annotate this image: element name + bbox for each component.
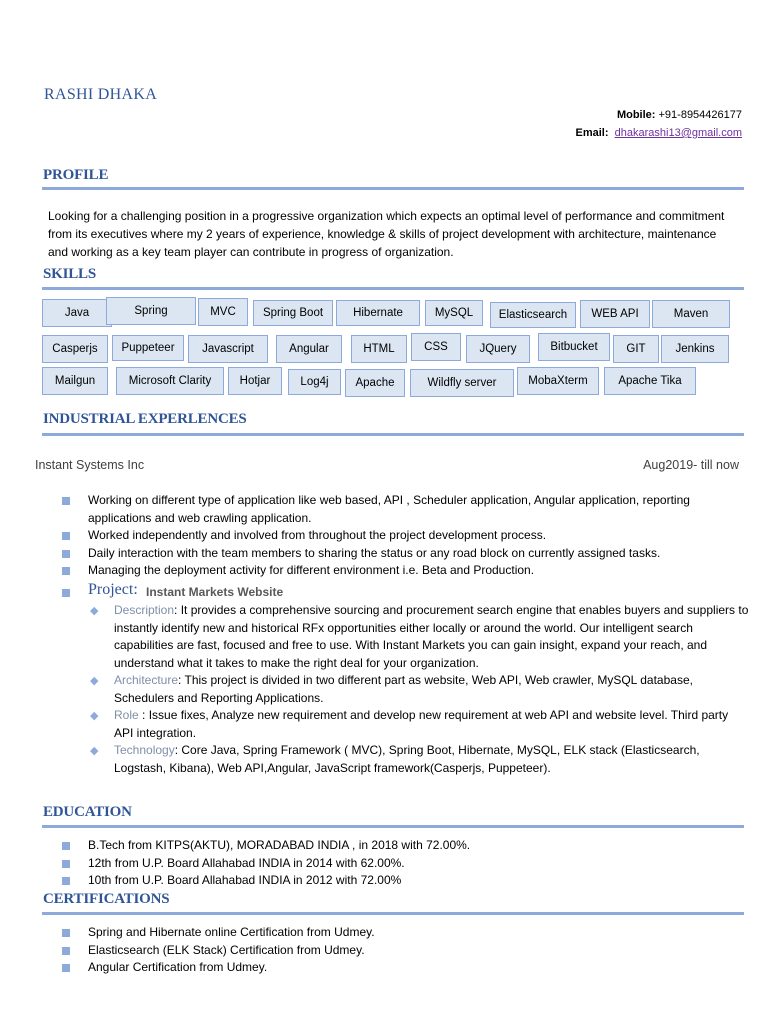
candidate-name: RASHI DHAKA <box>44 86 158 103</box>
list-item: B.Tech from KITPS(AKTU), MORADABAD INDIA , in 2018 with 72.00%. <box>62 837 742 855</box>
mobile-line <box>617 109 742 121</box>
skill-tag: CSS <box>411 333 461 361</box>
skill-tag: MySQL <box>425 300 483 326</box>
skill-tag: Spring <box>106 297 196 325</box>
list-item: ◆ Description: It provides a comprehensive sourcing and procurement search engine that enables buyers and suppliers to instantly identify new and historical RFx opportunities either locally or around the world. Our intelligent search capabilities are fast, focused and free to use. With Instant Markets you can gain insight, expand your reach, and understand what it takes to make the right deal for your organization. <box>90 603 749 670</box>
employment-period: Aug2019- till now <box>643 458 739 472</box>
project-name: Instant Markets Website <box>146 585 284 599</box>
education-divider <box>42 825 744 828</box>
email-line <box>576 127 742 139</box>
experience-bullets <box>62 492 742 580</box>
list-item: 12th from U.P. Board Allahabad INDIA in 2014 with 62.00%. <box>62 855 742 873</box>
mobile-label: Mobile: <box>616 109 656 121</box>
skill-tag: Bitbucket <box>538 333 610 361</box>
certifications-list <box>62 924 742 977</box>
certifications-heading: CERTIFICATIONS <box>43 891 170 907</box>
detail-label: Architecture <box>114 673 179 687</box>
experience-divider <box>42 433 744 436</box>
skill-tag: Javascript <box>188 335 268 363</box>
skill-tag: Apache <box>345 369 405 397</box>
project-label: Project: <box>88 581 138 598</box>
skill-tag: Java <box>42 299 112 327</box>
skill-tag: Apache Tika <box>604 367 696 395</box>
skill-tag: WEB API <box>580 300 650 328</box>
list-item: 10th from U.P. Board Allahabad INDIA in 2012 with 72.00% <box>62 872 742 890</box>
project-details <box>90 602 750 777</box>
mobile-number: +91-8954426177 <box>658 109 742 121</box>
skills-divider <box>42 287 744 290</box>
skill-tag: MVC <box>198 298 248 326</box>
profile-divider <box>42 187 744 190</box>
education-heading: EDUCATION <box>43 804 132 820</box>
skill-tag: HTML <box>351 335 407 363</box>
skill-tag: Elasticsearch <box>490 302 576 328</box>
list-item: Working on different type of application like web based, API , Scheduler application, Angular application, reporting applications and web crawling application. <box>62 492 742 527</box>
skill-tag: Jenkins <box>661 335 729 363</box>
skill-tag: MobaXterm <box>517 367 599 395</box>
detail-label: Technology <box>114 743 175 757</box>
list-item: Daily interaction with the team members to sharing the status or any road block on currently assigned tasks. <box>62 545 742 563</box>
skill-tag: Hibernate <box>336 300 420 326</box>
list-item: Angular Certification from Udmey. <box>62 959 742 977</box>
skill-tag: Hotjar <box>228 367 282 395</box>
skill-tag: Microsoft Clarity <box>116 367 224 395</box>
profile-heading: PROFILE <box>43 167 109 183</box>
list-item: Worked independently and involved from throughout the project development process. <box>62 527 742 545</box>
list-item: ◆ Technology: Core Java, Spring Framework ( MVC), Spring Boot, Hibernate, MySQL, ELK stack (Elasticsearch, Logstash, Kibana), Web API,Angular, JavaScript framework(Casperjs, Puppeteer). <box>90 743 700 775</box>
email-link[interactable]: dhakarashi13@gmail.com <box>614 127 742 139</box>
experience-heading: INDUSTRIAL EXPERLENCES <box>43 411 247 427</box>
skill-tag: Spring Boot <box>253 300 333 326</box>
detail-label: Role <box>114 708 139 722</box>
skills-heading: SKILLS <box>43 266 96 282</box>
skill-tag: GIT <box>613 335 659 363</box>
certifications-divider <box>42 912 744 915</box>
skill-tag: Log4j <box>288 369 341 395</box>
email-label: Email: <box>575 127 609 139</box>
list-item: Spring and Hibernate online Certification from Udmey. <box>62 924 742 942</box>
skill-tag: Angular <box>276 335 342 363</box>
list-item: Managing the deployment activity for different environment i.e. Beta and Production. <box>62 562 742 580</box>
skill-tag: Puppeteer <box>112 335 184 361</box>
list-item: Elasticsearch (ELK Stack) Certification from Udmey. <box>62 942 742 960</box>
skill-tag: Mailgun <box>42 367 108 395</box>
education-list <box>62 837 742 890</box>
skill-tag: JQuery <box>466 335 530 363</box>
skill-tag: Wildfly server <box>410 369 514 397</box>
list-item: ◆ Architecture: This project is divided in two different part as website, Web API, Web crawler, MySQL database, Schedulers and Reporting Applications. <box>90 673 693 705</box>
skill-tag: Casperjs <box>42 335 108 363</box>
skill-tag: Maven <box>652 300 730 328</box>
company-name: Instant Systems Inc <box>35 458 145 472</box>
list-item: ◆ Role : Issue fixes, Analyze new requirement and develop new requirement at web API and website level. Third party API integration. <box>90 708 729 740</box>
profile-text: Looking for a challenging position in a progressive organization which expects an optimal level of performance and commitment from its executives where my 2 years of experience, knowledge & skills of project development with architecture, maintenance and working as a key team player can contribute in progress of organization. <box>48 209 725 259</box>
detail-label: Description <box>114 603 175 617</box>
